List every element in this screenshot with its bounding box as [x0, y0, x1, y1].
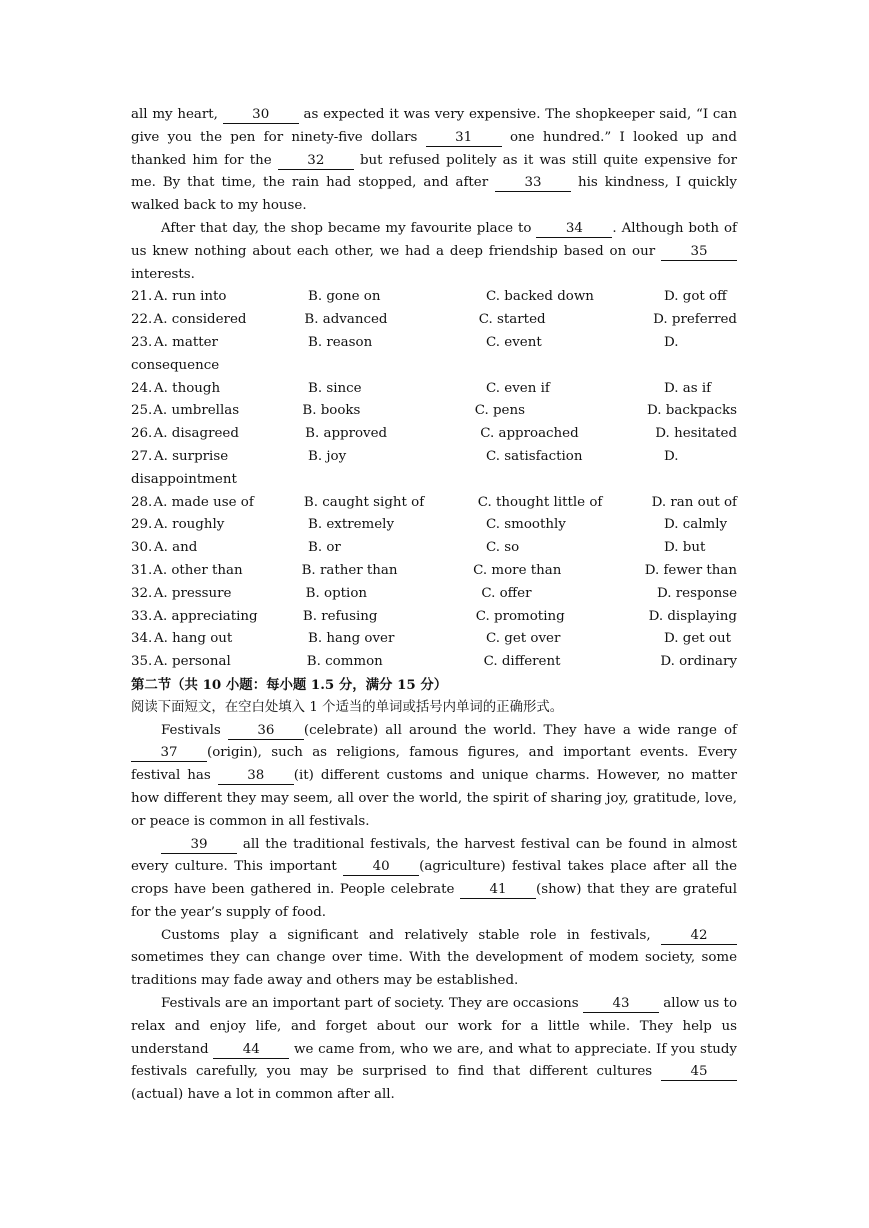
option-c[interactable]: C. approached	[480, 426, 579, 442]
text: his kindness, I quickly walked back to my house.	[131, 175, 737, 214]
passage-paragraph-1	[131, 104, 737, 218]
text: After that day, the shop became my favourite place to	[161, 220, 537, 236]
text: (it) different customs and unique charms. However, no matter how different they may seem, all over the world, the spirit of sharing joy, gratitude, love, or peace is common in all festivals.	[131, 768, 737, 829]
option-b[interactable]: B. option	[305, 585, 368, 601]
question-number: 34.	[131, 631, 153, 647]
option-d[interactable]: D.	[664, 448, 679, 464]
text: (origin), such as religions, famous figures, and important events. Every festival has	[131, 745, 737, 784]
text: one hundred.” I looked up and thanked him for the	[131, 129, 737, 168]
option-c[interactable]: C. started	[478, 312, 546, 328]
blank-43[interactable]: 43	[583, 996, 659, 1013]
option-c[interactable]: C. so	[486, 540, 520, 556]
option-b[interactable]: B. refusing	[302, 608, 378, 624]
option-a[interactable]: A. considered	[153, 312, 247, 328]
option-c[interactable]: C. even if	[486, 380, 550, 396]
option-d[interactable]: D.	[664, 334, 679, 350]
question-number: 23.	[131, 334, 153, 350]
section-title: 第二节（共 10 小题：每小题 1.5 分，满分 15 分）	[131, 676, 448, 693]
festival-paragraph-1	[131, 720, 737, 834]
option-a[interactable]: A. though	[154, 380, 221, 396]
blank-30[interactable]: 30	[223, 107, 299, 124]
option-a[interactable]: A. surprise	[154, 448, 229, 464]
option-d[interactable]: D. preferred	[653, 312, 737, 328]
question-row	[131, 628, 737, 651]
option-b[interactable]: B. caught sight of	[303, 494, 425, 510]
question-row	[131, 400, 737, 423]
option-d[interactable]: D. get out	[664, 631, 731, 647]
option-d[interactable]: D. but	[664, 540, 706, 556]
text: (actual) have a lot in common after all.	[131, 1087, 395, 1103]
question-list	[131, 286, 737, 674]
text: all the traditional festivals, the harvest festival can be found in almost every culture. This important	[131, 836, 737, 875]
question-row	[131, 537, 737, 560]
option-a[interactable]: A. pressure	[153, 585, 232, 601]
text: sometimes they can change over time. With the development of modem society, some traditions may fade away and others may be established.	[131, 950, 737, 989]
text: (show) that they are grateful for the year’s supply of food.	[131, 882, 737, 920]
option-d[interactable]: D. fewer than	[644, 562, 737, 578]
option-b[interactable]: B. since	[308, 380, 362, 396]
option-c[interactable]: C. thought little of	[477, 494, 603, 510]
option-c[interactable]: C. smoothly	[486, 517, 566, 533]
option-d[interactable]: D. backpacks	[647, 403, 737, 419]
text: interests.	[131, 266, 195, 282]
question-row	[131, 651, 737, 674]
question-number: 35.	[131, 654, 153, 670]
option-b[interactable]: B. joy	[308, 448, 347, 464]
option-d[interactable]: D. ran out of	[651, 494, 737, 510]
option-d[interactable]: D. displaying	[648, 608, 737, 624]
festival-paragraph-3	[131, 925, 737, 993]
option-b[interactable]: B. hang over	[308, 631, 395, 647]
blank-35[interactable]: 35	[661, 244, 737, 261]
blank-32[interactable]: 32	[278, 153, 354, 170]
option-b[interactable]: B. gone on	[308, 289, 381, 305]
question-number: 32.	[131, 585, 153, 601]
option-a[interactable]: A. umbrellas	[153, 403, 240, 419]
option-c[interactable]: C. promoting	[475, 608, 565, 624]
festival-paragraph-2	[131, 834, 737, 925]
option-d[interactable]: D. ordinary	[660, 654, 738, 670]
blank-45[interactable]: 45	[661, 1064, 737, 1081]
option-b[interactable]: B. extremely	[308, 517, 395, 533]
question-number: 21.	[131, 289, 153, 305]
option-d[interactable]: D. response	[656, 585, 738, 601]
option-c[interactable]: C. get over	[486, 631, 561, 647]
option-a[interactable]: A. hang out	[154, 631, 233, 647]
question-number: 31.	[131, 562, 153, 578]
option-d[interactable]: D. got off	[664, 289, 727, 305]
question-row	[131, 446, 737, 469]
question-row	[131, 583, 737, 606]
option-c[interactable]: C. satisfaction	[486, 448, 583, 464]
option-b[interactable]: B. books	[302, 403, 361, 419]
option-a[interactable]: A. appreciating	[153, 608, 258, 624]
text: all my heart,	[131, 107, 223, 122]
blank-40[interactable]: 40	[343, 859, 419, 876]
option-d-continued: disappointment	[131, 471, 237, 487]
question-number: 22.	[131, 312, 153, 328]
text: (celebrate) all around the world. They have a wide range of	[303, 722, 737, 738]
question-number: 30.	[131, 540, 153, 556]
blank-36[interactable]: 36	[228, 723, 304, 740]
option-a[interactable]: A. roughly	[154, 517, 225, 533]
blank-37[interactable]: 37	[131, 745, 207, 762]
question-number: 29.	[131, 517, 153, 533]
blank-44[interactable]: 44	[213, 1042, 289, 1059]
question-row	[131, 286, 737, 309]
text: allow us to relax and enjoy life, and forget about our work for a little while. They help us understand	[131, 996, 738, 1057]
question-number: 33.	[131, 608, 153, 624]
option-b[interactable]: B. common	[306, 654, 383, 670]
question-row	[131, 606, 737, 629]
exam-page	[131, 104, 737, 1107]
option-a[interactable]: A. disagreed	[153, 426, 239, 442]
option-b[interactable]: B. or	[308, 540, 341, 556]
question-number: 27.	[131, 448, 153, 464]
text: Festivals	[161, 722, 228, 738]
option-a[interactable]: A. run into	[154, 289, 227, 305]
blank-39[interactable]: 39	[161, 837, 237, 854]
blank-42[interactable]: 42	[661, 928, 737, 945]
text: but refused politely as it was still quite expensive for me. By that time, the rain had stopped, and after	[131, 152, 738, 191]
festival-paragraph-4	[131, 993, 737, 1107]
blank-41[interactable]: 41	[460, 882, 536, 899]
section-instruction: 阅读下面短文，在空白处填入 1 个适当的单词或括号内单词的正确形式。	[131, 699, 564, 715]
option-d[interactable]: D. as if	[664, 380, 712, 396]
option-b[interactable]: B. approved	[305, 426, 388, 442]
option-c[interactable]: C. event	[486, 334, 542, 350]
text: Festivals are an important part of society. They are occasions	[161, 996, 583, 1012]
question-row	[131, 514, 737, 537]
question-row	[131, 560, 737, 583]
question-row	[131, 309, 737, 332]
option-a[interactable]: A. matter	[154, 334, 218, 350]
option-c[interactable]: C. different	[483, 654, 561, 670]
text: we came from, who we are, and what to appreciate. If you study festivals carefully, you may be surprised to find that different cultures	[131, 1041, 737, 1080]
question-row	[131, 423, 737, 446]
option-d-continued: consequence	[131, 357, 220, 373]
question-number: 24.	[131, 380, 153, 396]
text: as expected it was very expensive. The shopkeeper said, “I can give you the pen for ninety-five dollars	[131, 107, 738, 145]
option-d[interactable]: D. hesitated	[655, 426, 738, 442]
option-c[interactable]: C. more than	[473, 562, 562, 578]
option-c[interactable]: C. backed down	[486, 289, 594, 305]
text: Customs play a significant and relatively stable role in festivals,	[161, 927, 661, 943]
blank-31[interactable]: 31	[426, 130, 502, 147]
option-b[interactable]: B. advanced	[304, 312, 388, 328]
option-a[interactable]: A. other than	[153, 562, 243, 578]
question-number: 28.	[131, 494, 153, 510]
text: (agriculture) festival takes place after all the crops have been gathered in. People celebrate	[131, 859, 738, 898]
question-row	[131, 378, 737, 401]
passage-paragraph-2	[131, 218, 737, 286]
option-a[interactable]: A. and	[154, 540, 198, 556]
option-d[interactable]: D. calmly	[664, 517, 728, 533]
text: . Although both of us knew nothing about each other, we had a deep friendship based on our	[131, 220, 737, 259]
question-row	[131, 492, 737, 515]
question-number: 25.	[131, 403, 153, 419]
question-number: 26.	[131, 426, 153, 442]
option-b[interactable]: B. rather than	[301, 562, 398, 578]
option-a[interactable]: A. personal	[153, 654, 231, 670]
option-c[interactable]: C. pens	[474, 403, 525, 419]
question-row	[131, 332, 737, 355]
option-b[interactable]: B. reason	[308, 334, 373, 350]
option-a[interactable]: A. made use of	[153, 494, 254, 510]
option-c[interactable]: C. offer	[481, 585, 532, 601]
blank-34[interactable]: 34	[536, 221, 612, 238]
blank-38[interactable]: 38	[218, 768, 294, 785]
blank-33[interactable]: 33	[495, 175, 571, 192]
